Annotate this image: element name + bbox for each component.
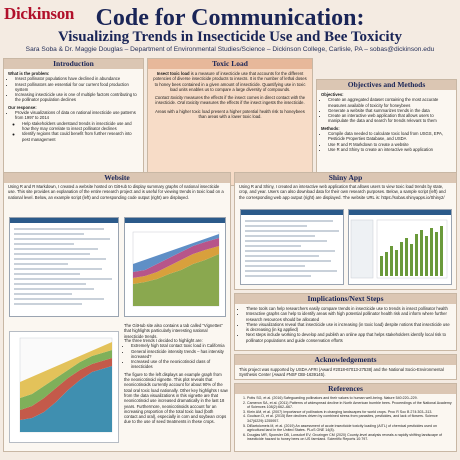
website-script-screenshot [9,217,119,317]
response-list [8,110,139,142]
list-item: • Create an aggregated dataset containing the most accurate measures available of toxicity for honeybees [328,97,452,108]
list-item: 4. Goulson D, et al. (2015) Bee declines driven by combined stress from parasites, pesticides, and lack of flowers. Science 347(6229):1255957. [247,414,452,423]
shiny-output-screenshot [348,209,452,285]
list-item: • Interactive graphs can help to identify areas with high potential pollinator health risk and inform where further research resources should be allocated [246,311,452,322]
list-item: • These tools can help researchers easily compare trends in insecticide use to trends in insect pollinator health [246,306,452,311]
list-item: 3. Klein AM, et al. (2007) Importance of pollinators in changing landscapes for world crops. Proc R Soc B 274:303–313. [247,410,452,415]
implications-list [239,306,452,343]
vignettes-text: The GitHub site also contains a tab called "Vignettes" that highlights particularly interesting national insecticide trends. [124,323,223,339]
trends-list [124,343,228,369]
website-panel [3,172,231,452]
methods-label: Methods: [321,125,340,131]
list-item: • General insecticide intensity trends – has intensity increased? [131,349,228,360]
dickinson-logo: Dickinson [4,4,75,23]
list-item: • Insect pollinator populations have declined in abundance [15,76,139,81]
objectives-panel [316,79,457,177]
acknowledgements-heading: Acknowledgements [235,355,456,365]
list-item: • These visualizations reveal that insecticide use is increasing (in toxic load) despite notions that insecticide use is decreasing (in kg applied) [246,322,452,333]
introduction-heading: Introduction [4,59,143,69]
website-intro: Using R and R Markdown, I created a website hosted on GitHub to display summary graphs of national insecticide use. This site provides an explanation of the entire research project and is useful for viewing trends in toxic load on a national level. Below, an example script (left) and corresponding code output (right) are displayed. [8,184,224,200]
list-item: • Increased use of the neonicotinoid class of insecticides [131,359,228,370]
shiny-heading: Shiny App [235,173,456,183]
list-item: • Insect pollinators are essential for our current food production system [15,82,139,93]
shiny-output-chart [349,216,451,284]
list-item: • Extremely high total contact toxic load in California [131,343,228,348]
toxic-load-panel [147,58,313,186]
poster-subtitle: Visualizing Trends in Insecticide Use and Bee Toxicity [57,29,403,45]
acknowledgements-text: This project was supported by USDA AFRI (Award #2018-67013-27538) and the National Socio-Environmental Synthesis Center (Award #NSF DBI-1639145). [239,367,444,378]
toxic-load-definition: Insect toxic load is a measure of insecticide use that accounts for the different potencies of diverse insecticide products to insects. It is the number of lethal doses to honey bees contained in a given amount of insecticide. Quantifying use in toxic load units enables us to compare a large diversity of compounds. [153,71,307,92]
vignette-area-chart [10,332,118,442]
response-label: Our response: [8,104,37,110]
list-item: 2. Cameron SA, et al. (2011) Patterns of widespread decline in North American bumble bees. Proceedings of the National Academy of Sciences 108(2):662–667. [247,401,452,410]
problem-label: What is the problem: [8,71,50,76]
shiny-panel [234,172,457,290]
figure-description: The figure to the left displays an example graph from the neonicotinoid vignette. This plot reveals that neonicotinoids currently account for about 90% of the total oral toxic load nationally. Other key highlights I saw from the data visualizations in this vignette are that neonicotinoid use increased dramatically in the last 18 years. Furthermore, neonicotinoids account for an increasing proportion of the total toxic load (both contact and oral), especially in corn and soybean crops due to the use of seed treatments in these crops. [124,371,228,425]
introduction-panel [3,58,144,176]
list-item: 6. Douglas MR, Sponsler DB, Lonsdorf EV, Grozinger CM (2020) County-level analysis reveals a rapidly shifting landscape of insecticide hazard to honey bees on US farmland. Scientific Reports 10:797. [247,433,452,442]
toxic-load-risk: Areas with a higher toxic load present a higher potential health risk to honeybees than areas with a lower toxic load. [155,108,305,120]
list-item: 1. Potts SG, et al. (2016) Safeguarding pollinators and their values to human well-being. Nature 540:220–229. [247,396,452,401]
list-item: • Next steps include working to develop and publish an online app that helps stakeholders identify local risk to pollinator populations and guide conservation efforts [246,332,452,343]
list-item: 5. DiBartolomeis M, et al. (2019) An assessment of acute insecticide toxicity loading (AITL) of chemical pesticides used on agricultural land in the United States. PLoS ONE 14(8). [247,424,452,433]
list-item: • Generate a website that summarizes trends in the data [328,108,452,113]
implications-panel [234,293,457,351]
neonicotinoid-vignette-chart [9,331,119,443]
poster-title: Code for Communication: [95,5,365,31]
objectives-heading: Objectives and Methods [317,80,456,90]
shiny-script-screenshot [240,209,344,285]
list-item: ◦ Identify regions that could benefit from further research into pest management [22,131,139,142]
problem-list [8,76,139,102]
list-item: • Create an interactive web application that allows users to manipulate the data and search for trends relevant to them [328,113,452,124]
list-item: • Compile data needed to calculate toxic load from USGS, EPA, Pesticide Properties Database, and USDA [328,131,452,142]
objectives-label: Objectives: [321,92,344,97]
authors-line: Sara Soba & Dr. Maggie Douglas – Department of Environmental Studies/Science – Dickinson College, Carlisle, PA – sobas@dickinson.edu [25,46,435,53]
toxicity-types: Contact toxicity measures the effects if the insect comes in direct contact with the insecticide. Oral toxicity measures the effects if the insect ingests the insecticide. [154,95,306,106]
website-output-screenshot [124,217,226,317]
acknowledgements-panel [234,354,457,380]
list-item: • Use R and R Markdown to create a website [328,142,452,147]
list-item: • Use R and Shiny to create an interactive web application [328,147,452,152]
list-item: ◦ Help stakeholders understand trends in insecticide use and how they may correlate to insect pollinator declines [22,121,139,132]
website-output-chart [125,224,225,316]
shiny-intro: Using R and Shiny, I created an interactive web application that allows users to view toxic load trends by state, crop, and year. Users can also download data for their own research purposes. Below, a sample script (left) and the corresponding web app output (right) are displayed. The website URL is: https://sobas.shinyapps.io/Shiny2/ [239,184,446,200]
references-panel [234,383,457,452]
objectives-list [321,97,452,123]
list-item: • Provide visualizations of data on national insecticide use patterns from 1997 to 2014 ◦ Help stakeholders understand trends in insecticide use and how they may correlate to insect pollinator declines ◦ Identify regions that could benefit from further research into pest management [15,110,139,142]
toxic-load-heading: Toxic Load [148,59,312,69]
implications-heading: Implications/Next Steps [235,294,456,304]
references-heading: References [235,384,456,394]
references-list [239,396,452,442]
list-item: • Increasing insecticide use is one of multiple factors contributing to the pollinator population declines [15,92,139,103]
website-heading: Website [4,173,230,183]
methods-list [321,131,452,152]
trends-label: The three trends I decided to highlight are: [124,338,203,343]
